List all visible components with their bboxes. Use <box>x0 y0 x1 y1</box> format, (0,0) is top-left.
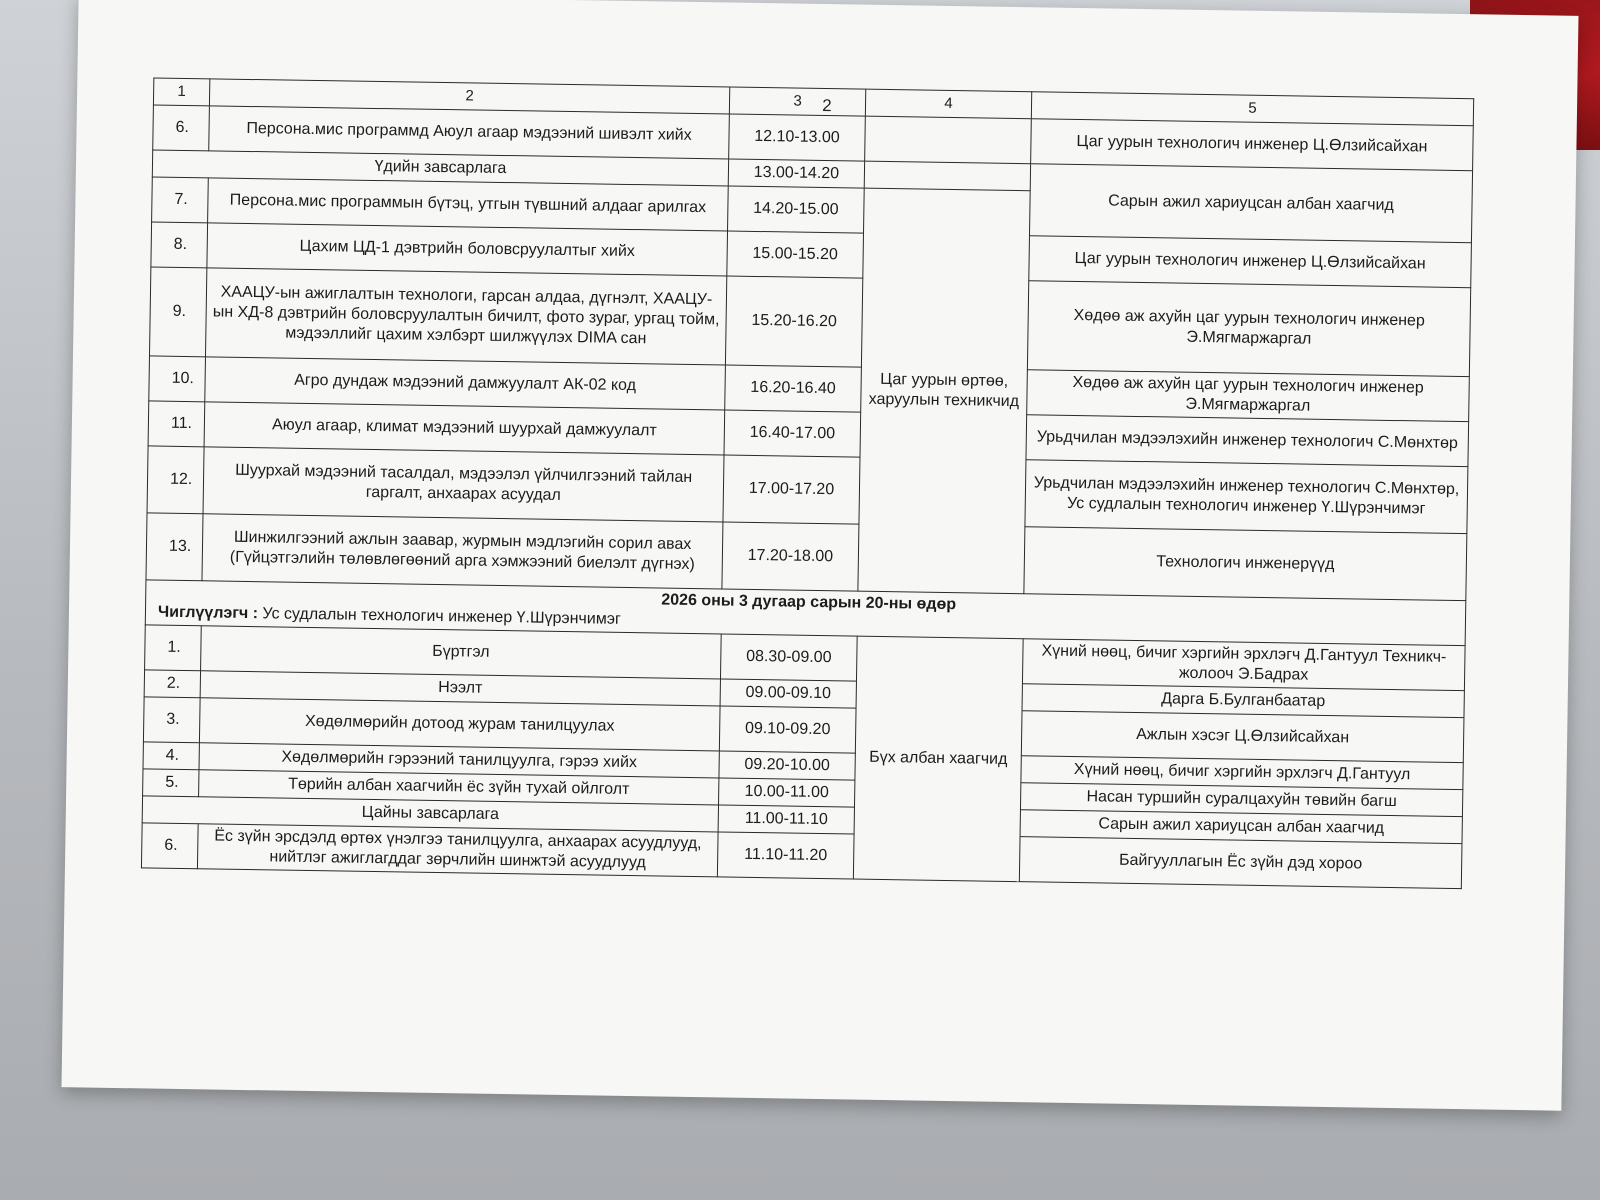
row-number: 2. <box>144 670 200 698</box>
row-number: 9. <box>149 267 206 357</box>
activity-cell: Персона.мис программын бүтэц, утгын түвшний алдааг арилгах <box>208 178 729 231</box>
schedule-table <box>141 77 1474 889</box>
activity-cell: Цахим ЦД-1 дэвтрийн боловсруулалтыг хийх <box>207 223 728 276</box>
header-col-3: 3 <box>729 87 865 116</box>
activity-cell: Бүртгэл <box>201 626 722 679</box>
responsible-cell: Сарын ажил хариуцсан албан хаагчид <box>1029 164 1472 243</box>
responsible-cell: Хөдөө аж ахуйн цаг уурын технологич инженер Э.Мягмаржаргал <box>1027 281 1470 377</box>
time-cell: 12.10-13.00 <box>729 114 866 161</box>
responsible-cell: Хүний нөөц, бичиг хэргийн эрхлэгч Д.Гантуул <box>1021 756 1463 790</box>
responsible-cell: Хөдөө аж ахуйн цаг уурын технологич инженер Э.Мягмаржаргал <box>1027 370 1470 422</box>
row-number: 6. <box>153 105 210 151</box>
time-cell: 11.00-11.10 <box>718 805 854 834</box>
time-cell: 14.20-15.00 <box>728 186 865 233</box>
time-cell: 16.20-16.40 <box>725 365 862 412</box>
time-cell: 09.10-09.20 <box>719 706 856 753</box>
responsible-cell: Цаг уурын технологич инженер Ц.Өлзийсайхан <box>1031 119 1474 171</box>
row-number: 11. <box>148 401 205 447</box>
row-number: 5. <box>143 769 199 797</box>
page-number: 2 <box>822 95 832 116</box>
responsible-cell: Цаг уурын технологич инженер Ц.Өлзийсайхан <box>1029 236 1472 288</box>
activity-cell: Шуурхай мэдээний тасалдал, мэдээлэл үйлчилгээний тайлан гаргалт, анхаарах асуудал <box>203 447 724 522</box>
responsible-cell: Хүний нөөц, бичиг хэргийн эрхлэгч Д.Гантуул Техникч-жолооч Э.Бадрах <box>1022 639 1465 691</box>
activity-cell: Шинжилгээний ажлын заавар, журмын мэдлэгийн сорил авах (Гүйцэтгэлийн төлөвлөгөөний арга хэмжээний биелэлт дүгнэх) <box>202 514 723 589</box>
responsible-cell: Технологич инженерүүд <box>1024 527 1467 601</box>
break-label: Цайны завсарлага <box>142 796 718 832</box>
participants-cell-empty <box>864 161 1030 191</box>
leader-label: Чиглүүлэгч : <box>157 603 259 623</box>
time-cell: 10.00-11.00 <box>719 778 855 807</box>
time-cell: 09.00-09.10 <box>720 679 856 708</box>
time-cell: 09.20-10.00 <box>719 751 855 780</box>
activity-cell: ХААЦУ-ын ажиглалтын технологи, гарсан алдаа, дүгнэлт, ХААЦУ-ын ХД-8 дэвтрийн боловсруулалтын бичилт, фото зураг, ургац тойм, мэдээллийг цахим хэлбэрт шилжүүлэх DIMA сан <box>205 268 726 365</box>
header-col-2: 2 <box>209 79 729 114</box>
row-number: 7. <box>152 177 209 223</box>
activity-cell: Ёс зүйн эрсдэлд өртөх үнэлгээ танилцуулга, анхаарах асуудлууд, нийтлэг ажиглагддаг зөрчлийн шинжтэй асуудлууд <box>197 824 718 877</box>
leader-name: Ус судлалын технологич инженер Ү.Шүрэнчимэг <box>262 605 621 628</box>
activity-cell: Аюул агаар, климат мэдээний шуурхай дамжуулалт <box>204 402 725 455</box>
row-number: 1. <box>145 625 202 671</box>
time-cell: 17.00-17.20 <box>723 455 860 524</box>
time-cell: 17.20-18.00 <box>722 522 859 591</box>
row-number: 13. <box>146 513 203 581</box>
time-cell: 15.20-16.20 <box>725 276 862 367</box>
time-cell: 16.40-17.00 <box>724 410 861 457</box>
participants-cell: Бүх албан хаагчид <box>853 636 1023 882</box>
time-cell: 13.00-14.20 <box>728 159 864 188</box>
activity-cell: Хөдөлмөрийн гэрээний танилцуулга, гэрээ хийх <box>199 743 719 778</box>
time-cell: 15.00-15.20 <box>727 231 864 278</box>
participants-cell: Цаг уурын өртөө, харуулын техникчид <box>858 188 1030 594</box>
activity-cell: Хөдөлмөрийн дотоод журам танилцуулах <box>199 698 720 751</box>
row-number: 10. <box>149 356 206 402</box>
responsible-cell: Урьдчилан мэдээлэхийн инженер технологич С.Мөнхтөр, Ус судлалын технологич инженер Ү.Шүрэнчимэг <box>1025 460 1468 534</box>
time-cell: 08.30-09.00 <box>720 634 857 681</box>
participants-cell-empty <box>865 116 1032 164</box>
activity-cell: Нээлт <box>200 671 720 706</box>
day-date: 2026 оны 3 дугаар сарын 20-ны өдөр <box>661 591 957 614</box>
responsible-cell: Дарга Б.Булганбаатар <box>1022 684 1464 718</box>
row-number: 3. <box>143 697 200 743</box>
header-col-5: 5 <box>1031 92 1473 126</box>
responsible-cell: Байгууллагын Ёс зүйн дэд хороо <box>1019 837 1462 889</box>
row-number: 12. <box>147 446 204 514</box>
activity-cell: Агро дундаж мэдээний дамжуулалт АК-02 код <box>205 357 726 410</box>
break-label: Үдийн завсарлага <box>152 150 728 186</box>
responsible-cell: Насан туршийн суралцахуйн төвийн багш <box>1020 783 1462 817</box>
header-col-1: 1 <box>153 78 209 106</box>
responsible-cell: Урьдчилан мэдээлэхийн инженер технологич С.Мөнхтөр <box>1026 415 1469 467</box>
paper-sheet <box>61 0 1578 1111</box>
row-number: 6. <box>141 823 198 869</box>
row-number: 4. <box>143 742 199 770</box>
activity-cell: Төрийн албан хаагчийн ёс зүйн тухай ойлголт <box>199 770 719 805</box>
row-number: 8. <box>151 222 208 268</box>
responsible-cell: Сарын ажил хариуцсан албан хаагчид <box>1020 810 1462 844</box>
responsible-cell: Ажлын хэсэг Ц.Өлзийсайхан <box>1021 711 1464 763</box>
time-cell: 11.10-11.20 <box>717 832 854 879</box>
activity-cell: Персона.мис программд Аюул агаар мэдээний шивэлт хийх <box>209 106 730 159</box>
header-col-4: 4 <box>865 89 1031 119</box>
